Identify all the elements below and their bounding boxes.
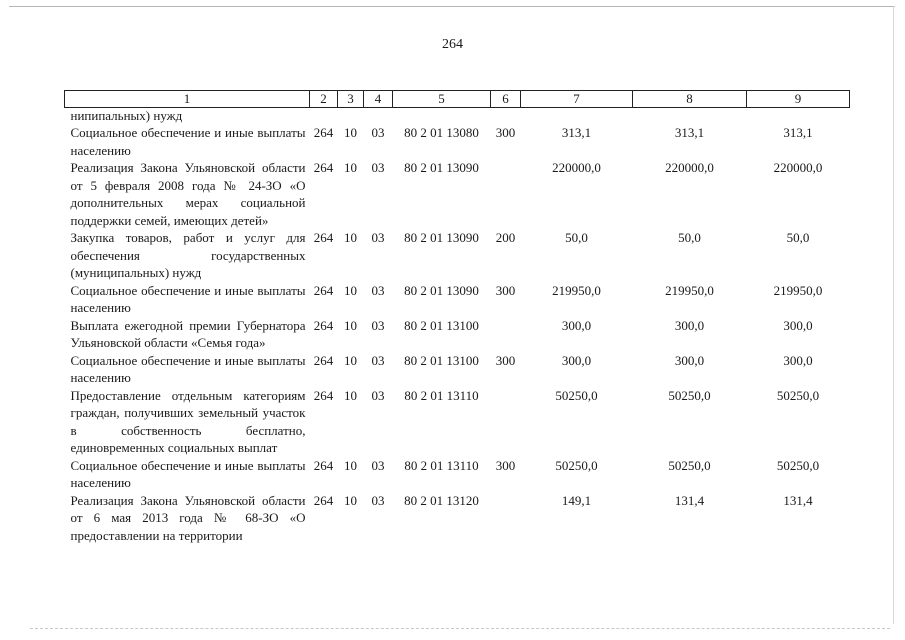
header-cell: 3 bbox=[338, 91, 364, 108]
cell-section bbox=[338, 108, 364, 125]
cell-ministry-code: 264 bbox=[313, 230, 334, 245]
row-description: Предоставление отдельным категориям граждан, получивших земельный участок в собственность бесплатно, единовременных социальных выплат bbox=[70, 387, 306, 455]
cell-expense-type: 300 bbox=[495, 457, 516, 473]
row-description: Социальное обеспечение и иные выплаты населению bbox=[70, 352, 306, 385]
row-description: нипипальных) нужд bbox=[70, 108, 183, 123]
cell-subsection bbox=[364, 108, 393, 125]
cell-target-article: 80 2 01 13110 bbox=[404, 457, 479, 473]
cell-subsection: 03 bbox=[371, 387, 385, 403]
row-description: Реализация Закона Ульяновской области от 6 мая 2013 года № 68-ЗО «О предоставлении на территории bbox=[70, 492, 306, 543]
table-row bbox=[65, 229, 850, 282]
cell-expense-type: 300 bbox=[495, 125, 516, 140]
cell-section: 10 bbox=[344, 125, 357, 140]
cell-year-2-amount: 313,1 bbox=[674, 125, 705, 140]
cell-target-article: 80 2 01 13110 bbox=[404, 387, 479, 403]
row-description: Реализация Закона Ульяновской области от 5 февраля 2008 года № 24-ЗО «О дополнительных мерах социальной поддержки семей, имеющих детей» bbox=[70, 160, 306, 228]
page-number: 264 bbox=[442, 37, 463, 52]
cell-year-1-amount: 219950,0 bbox=[552, 282, 601, 298]
cell-year-3-amount: 300,0 bbox=[783, 352, 813, 368]
cell-ministry-code bbox=[310, 108, 338, 125]
cell-year-3-amount: 50,0 bbox=[786, 230, 810, 245]
header-cell: 9 bbox=[747, 91, 850, 108]
cell-year-3-amount bbox=[747, 108, 850, 125]
cell-year-3-amount: 131,4 bbox=[783, 492, 813, 508]
cell-year-1-amount bbox=[521, 108, 633, 125]
cell-subsection: 03 bbox=[371, 282, 385, 298]
header-cell: 8 bbox=[633, 91, 747, 108]
cell-year-3-amount: 300,0 bbox=[783, 317, 813, 333]
cell-subsection: 03 bbox=[371, 125, 385, 140]
cell-target-article bbox=[393, 108, 491, 125]
page-bottom-edge bbox=[30, 628, 890, 629]
cell-section: 10 bbox=[344, 230, 357, 245]
header-cell: 5 bbox=[393, 91, 491, 108]
header-cell: 4 bbox=[364, 91, 393, 108]
table-row bbox=[65, 457, 850, 492]
table-row bbox=[65, 282, 850, 317]
cell-target-article: 80 2 01 13120 bbox=[404, 492, 479, 508]
cell-ministry-code: 264 bbox=[313, 282, 334, 298]
cell-ministry-code: 264 bbox=[313, 352, 334, 368]
cell-expense-type: 300 bbox=[495, 352, 516, 368]
cell-year-3-amount: 50250,0 bbox=[776, 457, 820, 473]
row-description: Социальное обеспечение и иные выплаты населению bbox=[70, 457, 306, 490]
table-row bbox=[65, 352, 850, 387]
cell-subsection: 03 bbox=[371, 230, 385, 245]
cell-expense-type bbox=[491, 108, 521, 125]
cell-section: 10 bbox=[344, 352, 357, 368]
row-description: Закупка товаров, работ и услуг для обеспечения государственных (муниципальных) нужд bbox=[70, 230, 306, 280]
cell-ministry-code: 264 bbox=[313, 387, 334, 403]
cell-target-article: 80 2 01 13090 bbox=[404, 282, 479, 298]
cell-year-1-amount: 300,0 bbox=[561, 317, 592, 333]
cell-subsection: 03 bbox=[371, 457, 385, 473]
table-row bbox=[65, 492, 850, 545]
cell-section: 10 bbox=[344, 317, 357, 333]
cell-year-1-amount: 220000,0 bbox=[552, 160, 601, 175]
cell-target-article: 80 2 01 13100 bbox=[404, 317, 479, 333]
cell-expense-type: 300 bbox=[495, 282, 516, 298]
cell-section: 10 bbox=[344, 160, 357, 175]
cell-ministry-code: 264 bbox=[313, 492, 334, 508]
page-right-border bbox=[893, 6, 894, 624]
row-description: Социальное обеспечение и иные выплаты населению bbox=[70, 282, 306, 315]
header-cell: 7 bbox=[521, 91, 633, 108]
cell-year-1-amount: 50,0 bbox=[565, 230, 588, 245]
cell-expense-type bbox=[491, 387, 521, 457]
table-body bbox=[65, 108, 850, 545]
page-top-border bbox=[9, 6, 895, 7]
header-cell: 1 bbox=[65, 91, 310, 108]
cell-expense-type bbox=[491, 492, 521, 545]
cell-expense-type bbox=[491, 159, 521, 229]
cell-expense-type: 200 bbox=[495, 230, 516, 245]
cell-year-3-amount: 50250,0 bbox=[776, 387, 820, 403]
row-description: Социальное обеспечение и иные выплаты населению bbox=[70, 125, 306, 158]
cell-ministry-code: 264 bbox=[313, 317, 334, 333]
cell-year-1-amount: 300,0 bbox=[561, 352, 592, 368]
cell-year-2-amount: 131,4 bbox=[674, 492, 705, 508]
cell-year-2-amount: 300,0 bbox=[674, 317, 705, 333]
table-row bbox=[65, 159, 850, 229]
cell-ministry-code: 264 bbox=[313, 160, 334, 175]
cell-section: 10 bbox=[344, 457, 357, 473]
header-cell: 6 bbox=[491, 91, 521, 108]
cell-year-2-amount: 50250,0 bbox=[668, 457, 711, 473]
cell-year-1-amount: 313,1 bbox=[561, 125, 592, 140]
cell-year-3-amount: 220000,0 bbox=[773, 160, 823, 175]
table-row bbox=[65, 387, 850, 457]
table-header-row bbox=[65, 91, 850, 108]
cell-section: 10 bbox=[344, 387, 357, 403]
cell-year-1-amount: 50250,0 bbox=[555, 457, 598, 473]
cell-target-article: 80 2 01 13100 bbox=[404, 352, 479, 368]
cell-subsection: 03 bbox=[371, 492, 385, 508]
cell-year-2-amount: 50,0 bbox=[678, 230, 701, 245]
cell-subsection: 03 bbox=[371, 317, 385, 333]
table-row bbox=[65, 108, 850, 125]
cell-year-2-amount: 50250,0 bbox=[668, 387, 711, 403]
cell-target-article: 80 2 01 13080 bbox=[404, 125, 479, 140]
cell-year-1-amount: 149,1 bbox=[561, 492, 592, 508]
table-row bbox=[65, 124, 850, 159]
cell-section: 10 bbox=[344, 282, 357, 298]
cell-year-3-amount: 219950,0 bbox=[773, 282, 823, 298]
table-row bbox=[65, 317, 850, 352]
row-description: Выплата ежегодной премии Губернатора Ульяновской области «Семья года» bbox=[70, 317, 306, 350]
cell-expense-type bbox=[491, 317, 521, 352]
cell-ministry-code: 264 bbox=[313, 457, 334, 473]
cell-ministry-code: 264 bbox=[313, 125, 334, 140]
cell-year-2-amount: 220000,0 bbox=[665, 160, 714, 175]
cell-year-1-amount: 50250,0 bbox=[555, 387, 598, 403]
cell-year-2-amount bbox=[633, 108, 747, 125]
cell-target-article: 80 2 01 13090 bbox=[404, 160, 479, 175]
header-cell: 2 bbox=[310, 91, 338, 108]
cell-year-2-amount: 300,0 bbox=[674, 352, 705, 368]
budget-table bbox=[64, 90, 850, 544]
cell-year-3-amount: 313,1 bbox=[783, 125, 813, 140]
cell-subsection: 03 bbox=[371, 352, 385, 368]
cell-year-2-amount: 219950,0 bbox=[665, 282, 714, 298]
cell-subsection: 03 bbox=[371, 160, 385, 175]
cell-section: 10 bbox=[344, 492, 357, 508]
cell-target-article: 80 2 01 13090 bbox=[404, 230, 479, 245]
